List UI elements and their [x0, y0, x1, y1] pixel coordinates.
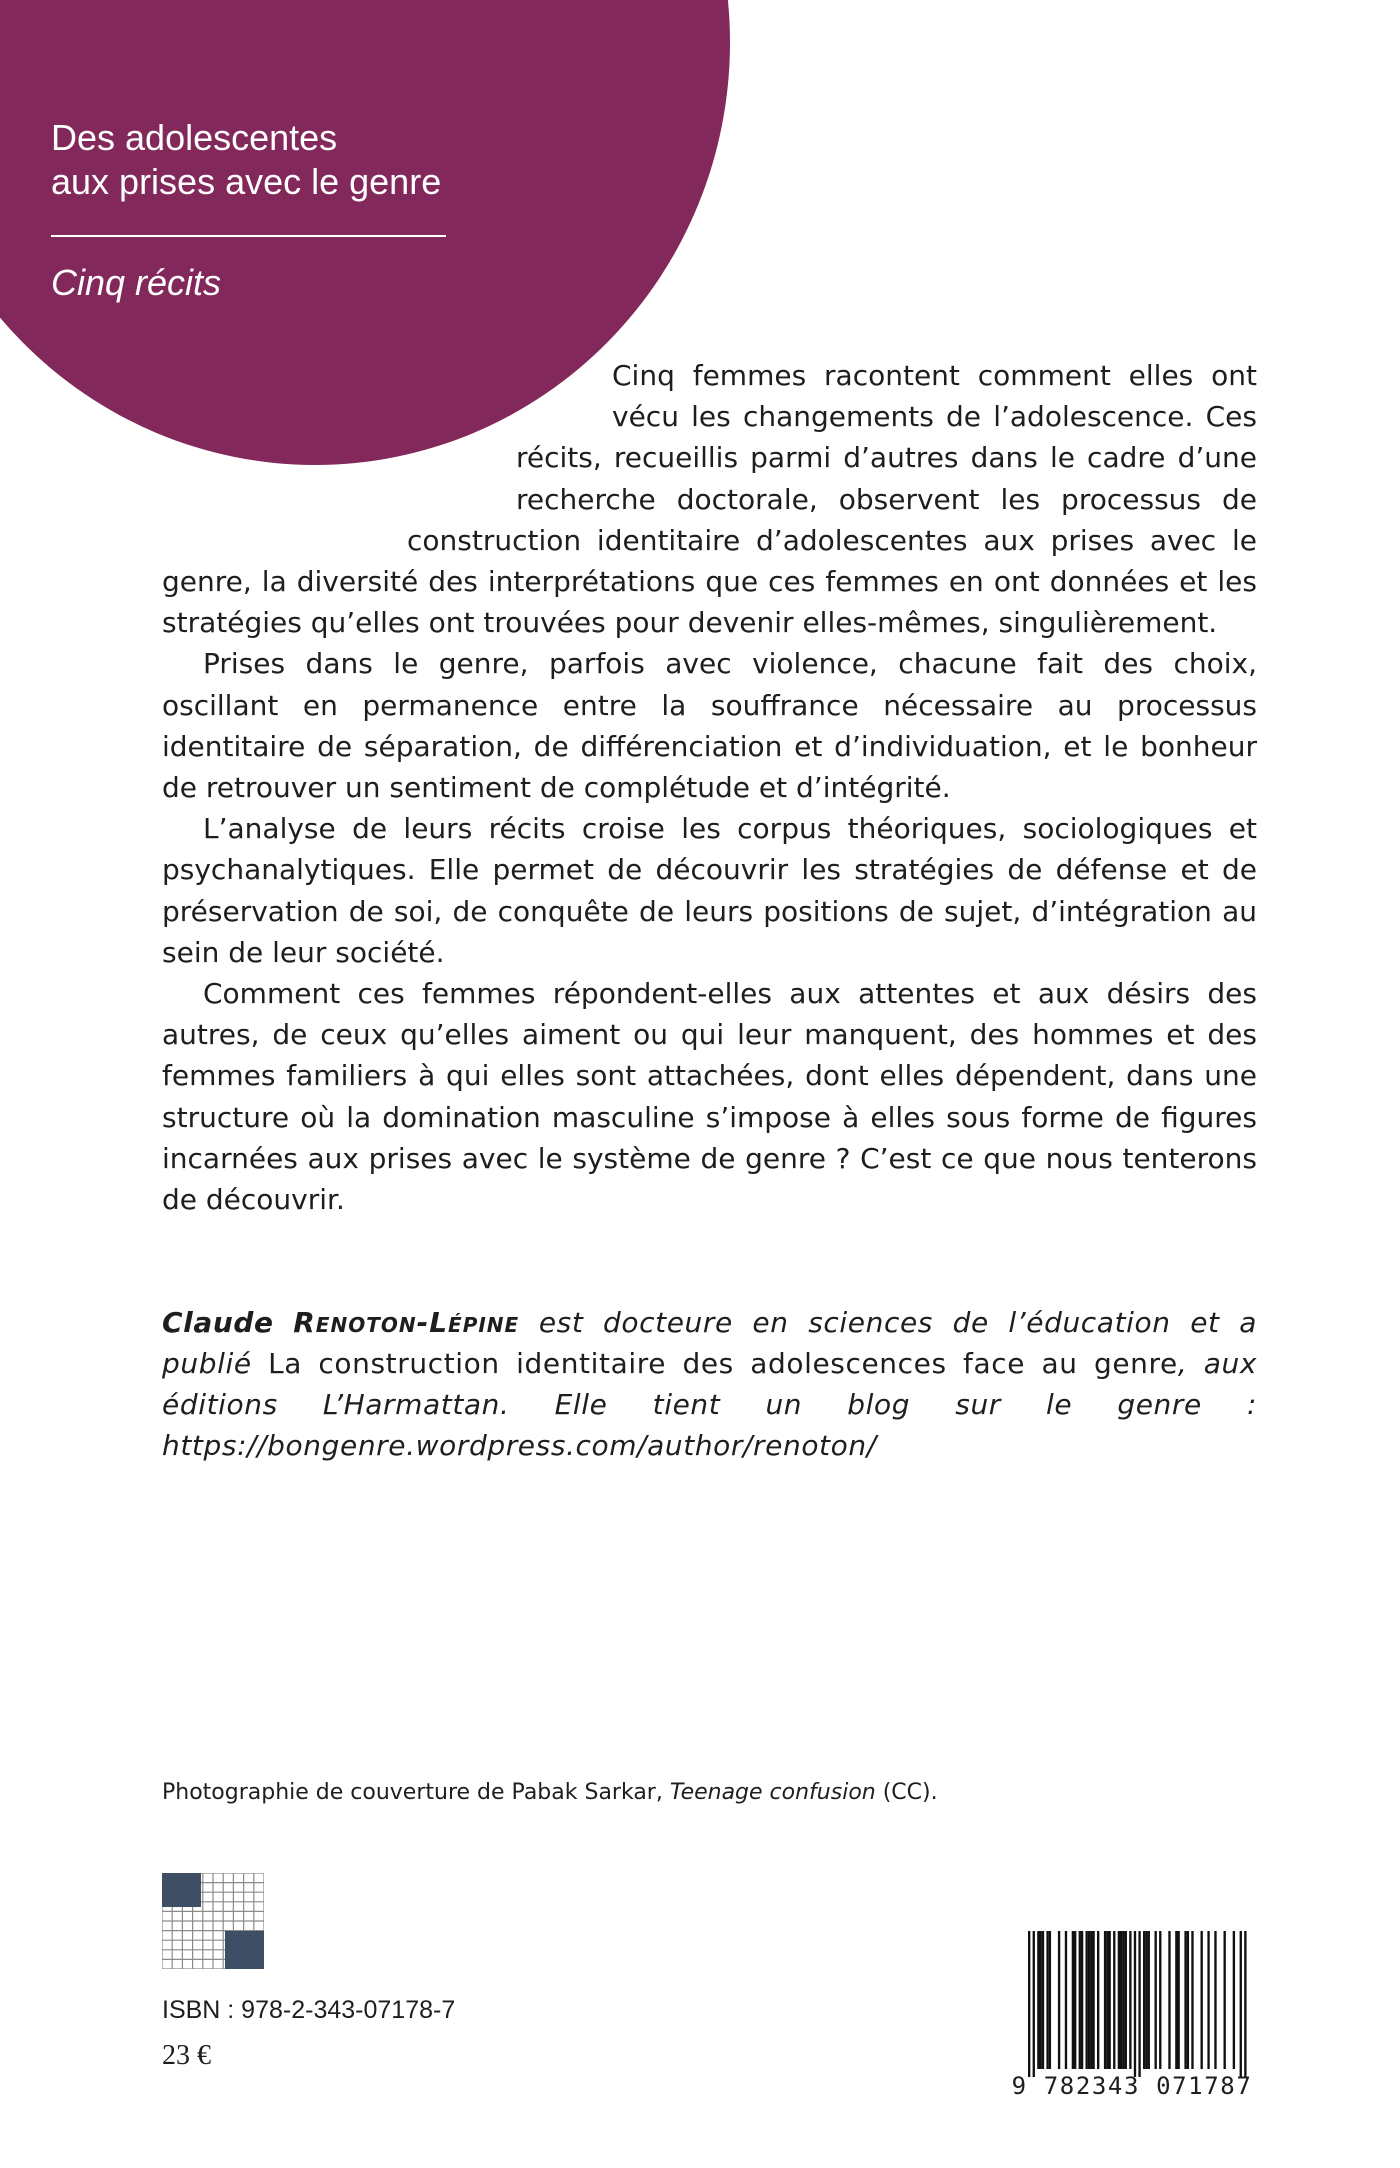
book-summary: [162, 355, 1257, 1220]
barcode-bar: [1028, 1931, 1030, 2077]
barcode-bar: [1175, 1931, 1177, 2069]
barcode-bar: [1037, 1931, 1039, 2069]
barcode-bar: [1129, 1931, 1131, 2069]
barcode-bar: [1233, 1931, 1235, 2069]
barcode-bars: [1028, 1931, 1247, 2077]
barcode-bar: [1244, 1931, 1246, 2077]
barcode-bar: [1201, 1931, 1203, 2069]
barcode-bar: [1159, 1931, 1161, 2069]
barcode-bar: [1118, 1931, 1120, 2069]
barcode-bar: [1090, 1931, 1092, 2069]
credit-prefix: Photographie de couverture de Pabak Sarkar,: [162, 1780, 670, 1805]
bio-book-title: La construction identitaire des adolescences face au genre: [268, 1347, 1178, 1380]
barcode-bar: [1065, 1931, 1067, 2069]
summary-paragraph-3: L’analyse de leurs récits croise les corpus théoriques, sociologiques et psychanalytiques. Elle permet de découvrir les stratégies de défense et de préservation de soi, de conquête de leurs positions de sujet, d’intégration au sein de leur société.: [162, 812, 1257, 969]
author-last-name: Renoton-Lépine: [293, 1306, 520, 1339]
barcode-bar: [1058, 1931, 1060, 2069]
barcode-bar: [1148, 1931, 1150, 2069]
barcode-bar: [1122, 1931, 1124, 2069]
barcode-bar: [1042, 1931, 1044, 2069]
barcode-bar: [1134, 1931, 1136, 2077]
barcode-bar: [1120, 1931, 1122, 2069]
barcode-bar: [1046, 1931, 1048, 2069]
barcode-bar: [1109, 1931, 1111, 2069]
barcode-bar: [1187, 1931, 1189, 2069]
barcode-bar: [1224, 1931, 1226, 2069]
book-subtitle: Cinq récits: [51, 262, 222, 303]
logo-square-bottom-right: [225, 1931, 264, 1969]
barcode-bar: [1145, 1931, 1147, 2069]
barcode-bar: [1104, 1931, 1106, 2069]
summary-paragraph-2: Prises dans le genre, parfois avec violence, chacune fait des choix, oscillant en permanence entre la souffrance nécessaire au processus identitaire de séparation, de différenciation et d’individuation, et le bonheur de retrouver un sentiment de complétude et d’intégrité.: [162, 647, 1257, 805]
book-title-line-1: Des adolescentes: [51, 117, 338, 158]
barcode-bar: [1033, 1931, 1035, 2077]
barcode: [1002, 1931, 1262, 2077]
barcode-bar: [1088, 1931, 1090, 2069]
barcode-bar: [1049, 1931, 1051, 2069]
credit-suffix: (CC).: [875, 1780, 938, 1805]
barcode-bar: [1086, 1931, 1088, 2069]
barcode-bar: [1072, 1931, 1074, 2069]
barcode-bar: [1113, 1931, 1115, 2069]
barcode-bar: [1207, 1931, 1209, 2069]
barcode-bar: [1079, 1931, 1081, 2069]
barcode-bar: [1178, 1931, 1180, 2069]
barcode-bar: [1143, 1931, 1145, 2069]
barcode-bar: [1106, 1931, 1108, 2069]
summary-paragraph-4: Comment ces femmes répondent-elles aux attentes et aux désirs des autres, de ceux qu’elles aiment ou qui leur manquent, des hommes et des femmes familiers à qui elles sont attachées, dont elles dépendent, dans une structure où la domination masculine s’impose à elles sous forme de figures incarnées aux prises avec le système de genre ? C’est ce que nous tenterons de découvrir.: [162, 977, 1257, 1217]
barcode-digits: 9 782343 071787: [1011, 2072, 1253, 2100]
title-block: [51, 116, 446, 305]
barcode-bar: [1184, 1931, 1186, 2069]
bio-text-2: , aux éditions L’Harmattan. Elle tient un blog sur le genre : https://bongenre.wordpress.com/author/renoton/: [162, 1347, 1257, 1462]
barcode-bar: [1074, 1931, 1076, 2069]
photo-credit: [162, 1778, 938, 1808]
author-first-name: Claude: [162, 1306, 274, 1339]
barcode-bar: [1155, 1931, 1157, 2069]
barcode-bar: [1138, 1931, 1140, 2077]
barcode-bar: [1168, 1931, 1170, 2069]
barcode-bar: [1092, 1931, 1094, 2069]
barcode-bar: [1040, 1931, 1042, 2069]
barcode-bar: [1125, 1931, 1127, 2069]
author-bio: [162, 1302, 1257, 1466]
barcode-bar: [1191, 1931, 1193, 2069]
publisher-grid-logo: [162, 1873, 264, 1969]
logo-square-top-left: [162, 1873, 201, 1907]
summary-paragraph-1: Cinq femmes racontent comment elles ont vécu les changements de l’adolescence. Ces récits, recueillis parmi d’autres dans le cadre d’une recherche doctorale, observent les processus de construction identitaire d’adolescentes aux prises avec le genre, la diversité des interprétations que ces femmes en ont données et les stratégies qu’elles ont trouvées pour devenir elles-mêmes, singulièrement.: [162, 359, 1257, 640]
credit-photo-title: Teenage confusion: [669, 1780, 876, 1805]
isbn: ISBN : 978-2-343-07178-7: [162, 1996, 456, 2024]
barcode-bar: [1240, 1931, 1242, 2077]
barcode-bar: [1081, 1931, 1083, 2069]
book-title-line-2: aux prises avec le genre: [51, 161, 442, 202]
title-divider: [51, 235, 446, 237]
barcode-bar: [1097, 1931, 1099, 2069]
barcode-bar: [1214, 1931, 1216, 2069]
bio-text-1: est docteure en sciences de l’éducation et a publié: [162, 1306, 1257, 1380]
price: 23 €: [162, 2040, 211, 2071]
